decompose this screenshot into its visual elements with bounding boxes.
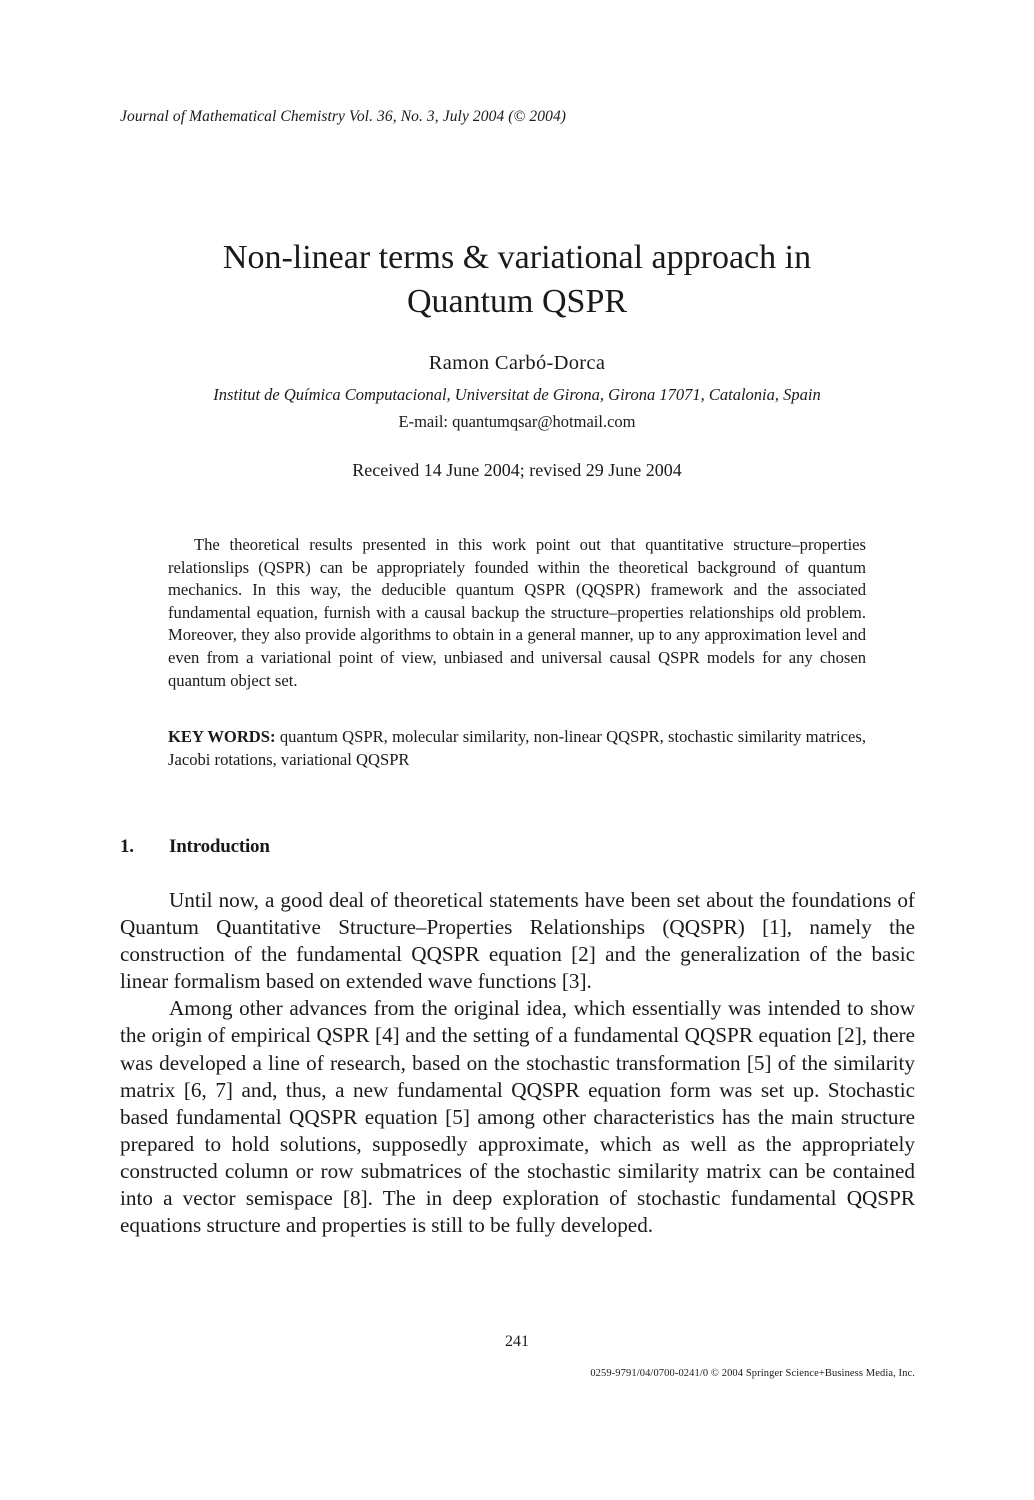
body-paragraph-2: Among other advances from the original idea, which essentially was intended to show the origin of empirical QSPR [4] and the setting of a fundamental QQSPR equation [2], there was developed a line of research, based on the stochastic transformation [5] of the similarity matrix [6, 7] and, thus, a new fundamental QQSPR equation form was set up. Stochastic based fundamental QQSPR equation [5] among other characteristics has the main structure prepared to hold solutions, supposedly approximate, which as well as the appropriately constructed column or row submatrices of the stochastic similarity matrix can be contained into a vector semispace [8]. The in deep exploration of stochastic fundamental QQSPR equations structure and properties is still to be fully developed. (120, 996, 915, 1238)
abstract-text: The theoretical results presented in this work point out that quantitative structure–properties relationslips (QSPR) can be appropriately founded within the theoretical background of quantum mechanics. In this way, the deducible quantum QSPR (QQSPR) framework and the associated fundamental equation, furnish with a causal backup the structure–properties relationships old problem. Moreover, they also provide algorithms to obtain in a general manner, up to any approximation level and even from a variational point of view, unbiased and universal causal QSPR models for any chosen quantum object set. (168, 535, 866, 690)
received-dates: Received 14 June 2004; revised 29 June 2004 (352, 460, 682, 480)
section-number: 1. (120, 836, 134, 857)
author-name: Ramon Carbó-Dorca (428, 352, 606, 374)
body-paragraph-1: Until now, a good deal of theoretical statements have been set about the foundations of Quantum Quantitative Structure–Properties Relationships (QQSPR) [1], namely the construction of the fundamental QQSPR equation [2] and the generalization of the basic linear formalism based on extended wave functions [3]. (120, 888, 915, 994)
body-text (120, 887, 915, 1239)
keywords-list: quantum QSPR, molecular similarity, non-linear QQSPR, stochastic similarity matrices, Jacobi rotations, variational QQSPR (168, 727, 866, 769)
page-number: 241 (505, 1333, 529, 1350)
keywords-label: KEY WORDS: (168, 727, 276, 746)
paper-title (0, 236, 1034, 324)
keywords (168, 726, 866, 771)
paper-title-line-1: Non-linear terms & variational approach in (222, 239, 812, 276)
journal-reference: Journal of Mathematical Chemistry Vol. 36, No. 3, July 2004 (© 2004) (120, 108, 567, 125)
author-email: E-mail: quantumqsar@hotmail.com (398, 412, 636, 431)
section-title: Introduction (169, 836, 270, 857)
abstract (168, 534, 866, 692)
section-heading (120, 836, 270, 858)
paper-title-line-2: Quantum QSPR (406, 283, 628, 320)
copyright-line: 0259-9791/04/0700-0241/0 © 2004 Springer Science+Business Media, Inc. (590, 1368, 915, 1379)
author-affiliation: Institut de Química Computacional, Universitat de Girona, Girona 17071, Catalonia, Spain (213, 385, 821, 404)
